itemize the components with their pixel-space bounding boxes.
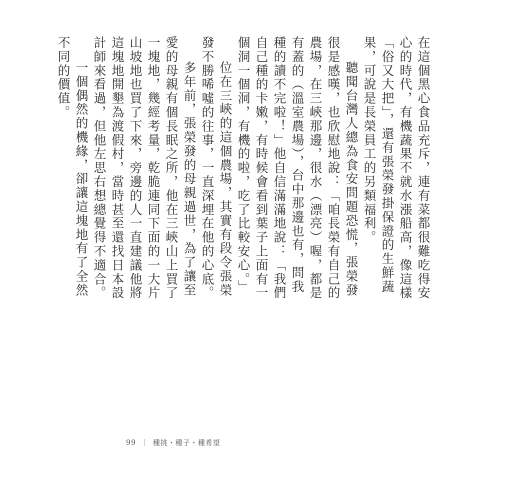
paragraph: 一個偶然的機緣，卻讓這塊地有了全然不同的價值。 [56,36,89,298]
separator-dot: ｜ [140,439,149,447]
paragraph: 多年前，張榮發的母親過世，為了讓至愛的母親有個長眠之所，他在三峽山上買了一塊地，幾經考量，乾脆連同下面的一大片山坡地也買了下來，旁邊的人一直建議他將這塊地開墾為渡假村，當時甚至還找日本設計師來看過，但他左思右想總覺得不適合。 [92,36,197,301]
running-header-part: 種子 [175,439,191,447]
separator-dot: ・ [167,439,176,447]
paragraph: 在這個黑心食品充斥，連有菜都很難吃得安心的時代，有機蔬果不就水漲船高，像這樣「俗又大把」，還有張榮發掛保證的生鮮蔬果，可說是長榮員工的另類福利。 [362,36,431,301]
paragraph: 位在三峽的這個農場，其實有段令張榮發不勝唏噓的往事，一直深埋在他的心底。 [200,36,233,301]
page-footer [126,438,220,448]
running-header-section: 種挑 [152,439,168,447]
separator-dot: ・ [190,439,198,447]
page-number: 99 [126,439,136,447]
vertical-text-body [54,36,432,306]
running-header-part: 種希望 [197,439,221,447]
paragraph: 聽聞台灣人總為食安問題恐慌，張榮發很是感嘆，也欣慰地說：「咱長榮有自己的農場，在三峽那邊，很水（漂亮）喔，都是有蓋的（溫室農場），台中那邊也有，問我種的讀不完啦！」他自信滿滿地說：「我們自己種的卡嫩，有時候會看到葉子上面有一個洞一個洞，有機的啦，吃了比較安心。」 [236,36,359,301]
